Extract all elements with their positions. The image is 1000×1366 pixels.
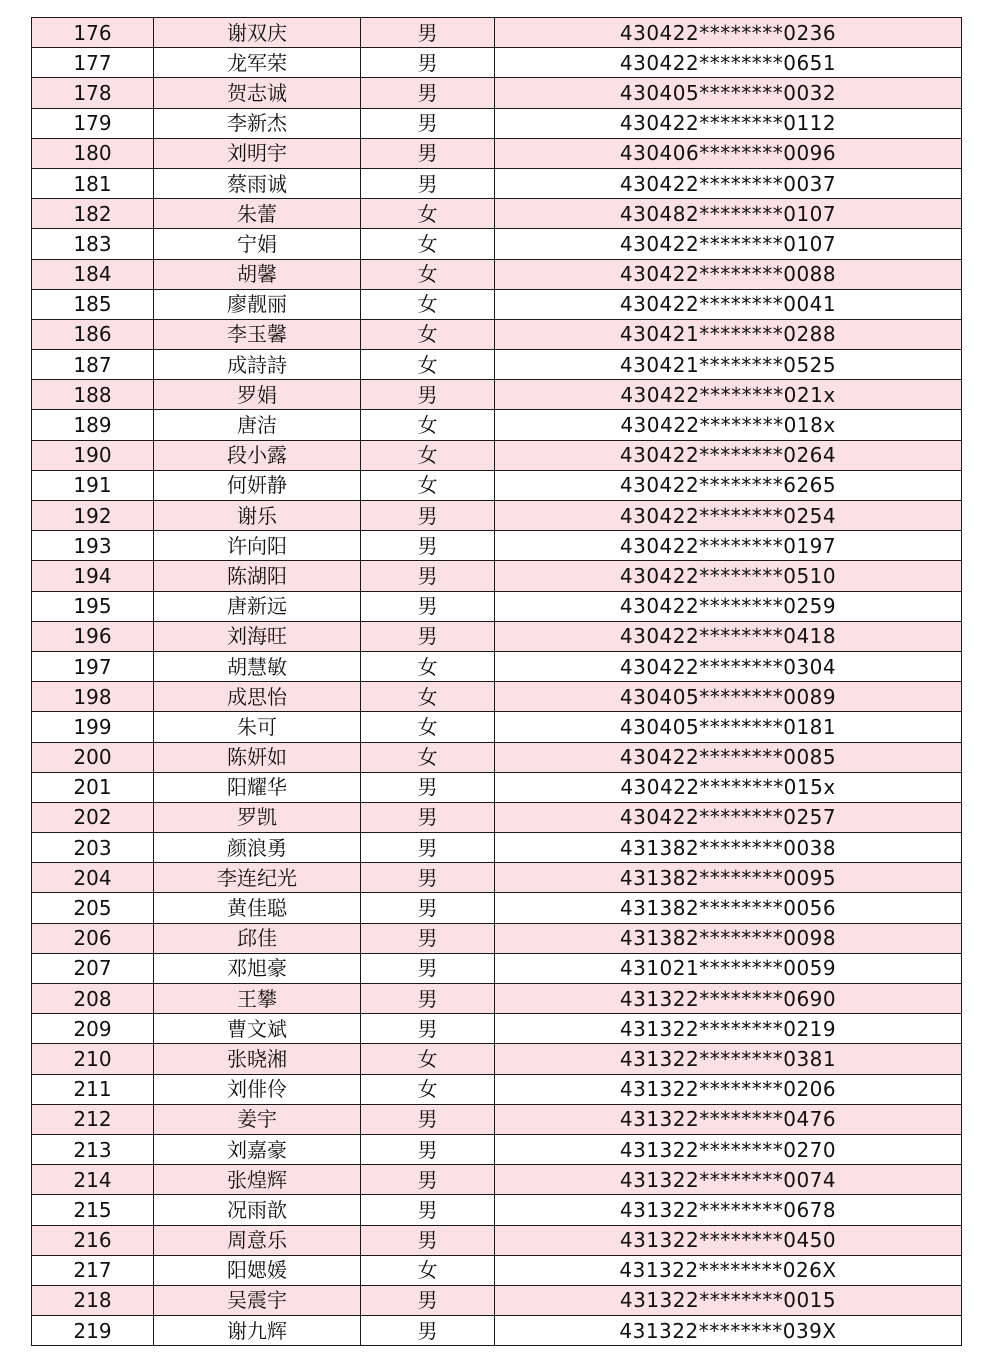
cell-gender: 女	[361, 440, 495, 470]
cell-gender: 男	[361, 772, 495, 802]
cell-id-number: 430422********0085	[495, 742, 962, 772]
cell-number: 211	[32, 1074, 154, 1104]
cell-number: 206	[32, 923, 154, 953]
cell-name: 况雨歆	[154, 1195, 361, 1225]
cell-name: 胡慧敏	[154, 651, 361, 681]
table-row	[32, 742, 962, 772]
cell-id-number: 430422********0236	[495, 18, 962, 48]
table-row	[32, 18, 962, 48]
cell-gender: 女	[361, 712, 495, 742]
cell-number: 197	[32, 651, 154, 681]
cell-gender: 女	[361, 229, 495, 259]
cell-number: 205	[32, 893, 154, 923]
table-row	[32, 531, 962, 561]
cell-number: 203	[32, 833, 154, 863]
cell-name: 阳耀华	[154, 772, 361, 802]
cell-gender: 男	[361, 108, 495, 138]
cell-gender: 男	[361, 561, 495, 591]
cell-id-number: 430482********0107	[495, 199, 962, 229]
cell-name: 邱佳	[154, 923, 361, 953]
cell-number: 210	[32, 1044, 154, 1074]
cell-id-number: 430421********0288	[495, 319, 962, 349]
cell-name: 朱可	[154, 712, 361, 742]
table-row	[32, 259, 962, 289]
cell-gender: 女	[361, 1074, 495, 1104]
cell-gender: 男	[361, 380, 495, 410]
cell-id-number: 430422********0257	[495, 802, 962, 832]
cell-gender: 女	[361, 470, 495, 500]
cell-name: 成思怡	[154, 682, 361, 712]
cell-number: 182	[32, 199, 154, 229]
cell-gender: 男	[361, 1285, 495, 1315]
cell-name: 龙军荣	[154, 48, 361, 78]
cell-number: 195	[32, 591, 154, 621]
cell-name: 刘明宇	[154, 138, 361, 168]
cell-id-number: 431382********0098	[495, 923, 962, 953]
cell-id-number: 430422********0264	[495, 440, 962, 470]
cell-number: 191	[32, 470, 154, 500]
table-row	[32, 138, 962, 168]
roster-table	[31, 17, 962, 1346]
cell-gender: 男	[361, 18, 495, 48]
cell-name: 曹文斌	[154, 1014, 361, 1044]
cell-gender: 男	[361, 923, 495, 953]
cell-number: 204	[32, 863, 154, 893]
cell-gender: 男	[361, 621, 495, 651]
cell-number: 219	[32, 1316, 154, 1346]
cell-number: 176	[32, 18, 154, 48]
cell-number: 183	[32, 229, 154, 259]
cell-number: 189	[32, 410, 154, 440]
cell-gender: 男	[361, 863, 495, 893]
cell-gender: 女	[361, 350, 495, 380]
cell-name: 李玉馨	[154, 319, 361, 349]
cell-gender: 男	[361, 1134, 495, 1164]
cell-id-number: 430405********0181	[495, 712, 962, 742]
cell-gender: 女	[361, 259, 495, 289]
cell-gender: 女	[361, 289, 495, 319]
cell-id-number: 431322********0450	[495, 1225, 962, 1255]
cell-gender: 女	[361, 682, 495, 712]
cell-id-number: 430405********0089	[495, 682, 962, 712]
cell-id-number: 431322********0074	[495, 1165, 962, 1195]
table-row	[32, 501, 962, 531]
table-row	[32, 48, 962, 78]
cell-number: 198	[32, 682, 154, 712]
cell-number: 202	[32, 802, 154, 832]
cell-number: 188	[32, 380, 154, 410]
cell-id-number: 431322********0381	[495, 1044, 962, 1074]
cell-name: 黄佳聪	[154, 893, 361, 923]
cell-number: 184	[32, 259, 154, 289]
cell-number: 218	[32, 1285, 154, 1315]
table-row	[32, 772, 962, 802]
cell-name: 成詩詩	[154, 350, 361, 380]
cell-id-number: 430422********018x	[495, 410, 962, 440]
table-row	[32, 863, 962, 893]
table-row	[32, 1134, 962, 1164]
table-row	[32, 470, 962, 500]
cell-gender: 男	[361, 1225, 495, 1255]
cell-number: 192	[32, 501, 154, 531]
table-row	[32, 651, 962, 681]
cell-id-number: 431322********0270	[495, 1134, 962, 1164]
table-row	[32, 682, 962, 712]
cell-gender: 男	[361, 893, 495, 923]
cell-id-number: 431382********0056	[495, 893, 962, 923]
cell-number: 217	[32, 1255, 154, 1285]
cell-gender: 男	[361, 1195, 495, 1225]
cell-name: 颜浪勇	[154, 833, 361, 863]
cell-name: 张晓湘	[154, 1044, 361, 1074]
cell-name: 谢九辉	[154, 1316, 361, 1346]
cell-number: 208	[32, 984, 154, 1014]
cell-id-number: 430421********0525	[495, 350, 962, 380]
cell-name: 阳媤媛	[154, 1255, 361, 1285]
cell-id-number: 431322********0206	[495, 1074, 962, 1104]
cell-number: 213	[32, 1134, 154, 1164]
cell-name: 朱蕾	[154, 199, 361, 229]
cell-name: 罗凯	[154, 802, 361, 832]
cell-name: 刘俳伶	[154, 1074, 361, 1104]
cell-gender: 女	[361, 651, 495, 681]
cell-id-number: 431322********026X	[495, 1255, 962, 1285]
cell-number: 215	[32, 1195, 154, 1225]
table-row	[32, 1195, 962, 1225]
cell-gender: 女	[361, 199, 495, 229]
table-row	[32, 1104, 962, 1134]
table-row	[32, 319, 962, 349]
cell-gender: 女	[361, 1044, 495, 1074]
cell-id-number: 430422********021x	[495, 380, 962, 410]
cell-name: 段小露	[154, 440, 361, 470]
cell-name: 唐新远	[154, 591, 361, 621]
cell-name: 何妍静	[154, 470, 361, 500]
cell-gender: 男	[361, 802, 495, 832]
cell-id-number: 431322********039X	[495, 1316, 962, 1346]
table-row	[32, 410, 962, 440]
cell-gender: 男	[361, 1165, 495, 1195]
cell-gender: 男	[361, 168, 495, 198]
cell-id-number: 430422********0037	[495, 168, 962, 198]
table-row	[32, 350, 962, 380]
cell-id-number: 430422********0112	[495, 108, 962, 138]
cell-number: 199	[32, 712, 154, 742]
cell-gender: 男	[361, 1014, 495, 1044]
cell-id-number: 430422********0107	[495, 229, 962, 259]
table-row	[32, 1285, 962, 1315]
cell-name: 唐洁	[154, 410, 361, 440]
cell-name: 吴震宇	[154, 1285, 361, 1315]
cell-id-number: 431322********0015	[495, 1285, 962, 1315]
cell-name: 贺志诚	[154, 78, 361, 108]
table-row	[32, 984, 962, 1014]
cell-name: 谢乐	[154, 501, 361, 531]
cell-id-number: 431322********0219	[495, 1014, 962, 1044]
cell-gender: 女	[361, 319, 495, 349]
cell-name: 王攀	[154, 984, 361, 1014]
cell-id-number: 431382********0095	[495, 863, 962, 893]
cell-number: 212	[32, 1104, 154, 1134]
table-row	[32, 168, 962, 198]
cell-name: 廖靓丽	[154, 289, 361, 319]
cell-number: 186	[32, 319, 154, 349]
cell-number: 190	[32, 440, 154, 470]
cell-gender: 男	[361, 833, 495, 863]
cell-name: 许向阳	[154, 531, 361, 561]
cell-number: 185	[32, 289, 154, 319]
cell-id-number: 430422********0254	[495, 501, 962, 531]
table-row	[32, 621, 962, 651]
cell-gender: 女	[361, 742, 495, 772]
cell-name: 邓旭豪	[154, 953, 361, 983]
table-row	[32, 833, 962, 863]
cell-name: 李新杰	[154, 108, 361, 138]
cell-id-number: 430422********015x	[495, 772, 962, 802]
cell-name: 胡馨	[154, 259, 361, 289]
cell-gender: 男	[361, 48, 495, 78]
cell-gender: 男	[361, 531, 495, 561]
cell-id-number: 430405********0032	[495, 78, 962, 108]
table-row	[32, 440, 962, 470]
cell-number: 209	[32, 1014, 154, 1044]
table-row	[32, 802, 962, 832]
table-row	[32, 712, 962, 742]
cell-number: 179	[32, 108, 154, 138]
cell-gender: 男	[361, 953, 495, 983]
cell-id-number: 430422********6265	[495, 470, 962, 500]
cell-number: 216	[32, 1225, 154, 1255]
cell-name: 罗娟	[154, 380, 361, 410]
table-row	[32, 199, 962, 229]
cell-id-number: 430422********0259	[495, 591, 962, 621]
cell-number: 207	[32, 953, 154, 983]
table-row	[32, 229, 962, 259]
cell-id-number: 431382********0038	[495, 833, 962, 863]
table-row	[32, 591, 962, 621]
roster-body	[32, 18, 962, 1346]
cell-name: 陈妍如	[154, 742, 361, 772]
cell-number: 201	[32, 772, 154, 802]
table-row	[32, 1044, 962, 1074]
cell-name: 姜宇	[154, 1104, 361, 1134]
cell-gender: 男	[361, 1104, 495, 1134]
cell-id-number: 430422********0510	[495, 561, 962, 591]
cell-id-number: 430406********0096	[495, 138, 962, 168]
table-row	[32, 78, 962, 108]
cell-name: 刘海旺	[154, 621, 361, 651]
cell-id-number: 430422********0041	[495, 289, 962, 319]
cell-name: 周意乐	[154, 1225, 361, 1255]
cell-name: 宁娟	[154, 229, 361, 259]
table-row	[32, 953, 962, 983]
cell-gender: 男	[361, 78, 495, 108]
cell-number: 187	[32, 350, 154, 380]
cell-name: 张煌辉	[154, 1165, 361, 1195]
cell-gender: 男	[361, 1316, 495, 1346]
table-row	[32, 108, 962, 138]
cell-name: 蔡雨诚	[154, 168, 361, 198]
cell-id-number: 430422********0418	[495, 621, 962, 651]
cell-number: 214	[32, 1165, 154, 1195]
cell-id-number: 431322********0690	[495, 984, 962, 1014]
cell-number: 200	[32, 742, 154, 772]
cell-gender: 男	[361, 591, 495, 621]
table-row	[32, 1255, 962, 1285]
cell-id-number: 431322********0678	[495, 1195, 962, 1225]
cell-number: 193	[32, 531, 154, 561]
table-row	[32, 1014, 962, 1044]
table-row	[32, 1225, 962, 1255]
cell-number: 177	[32, 48, 154, 78]
cell-id-number: 430422********0197	[495, 531, 962, 561]
cell-gender: 男	[361, 138, 495, 168]
table-row	[32, 1074, 962, 1104]
table-row	[32, 561, 962, 591]
cell-name: 李连纪光	[154, 863, 361, 893]
cell-gender: 男	[361, 501, 495, 531]
cell-number: 194	[32, 561, 154, 591]
cell-gender: 男	[361, 984, 495, 1014]
table-row	[32, 893, 962, 923]
cell-gender: 女	[361, 1255, 495, 1285]
cell-id-number: 430422********0088	[495, 259, 962, 289]
cell-name: 陈湖阳	[154, 561, 361, 591]
cell-number: 181	[32, 168, 154, 198]
table-row	[32, 380, 962, 410]
table-row	[32, 1316, 962, 1346]
cell-number: 180	[32, 138, 154, 168]
table-row	[32, 1165, 962, 1195]
table-row	[32, 923, 962, 953]
cell-id-number: 431021********0059	[495, 953, 962, 983]
cell-name: 刘嘉豪	[154, 1134, 361, 1164]
cell-id-number: 431322********0476	[495, 1104, 962, 1134]
cell-id-number: 430422********0304	[495, 651, 962, 681]
table-row	[32, 289, 962, 319]
cell-number: 178	[32, 78, 154, 108]
cell-name: 谢双庆	[154, 18, 361, 48]
cell-gender: 女	[361, 410, 495, 440]
cell-id-number: 430422********0651	[495, 48, 962, 78]
cell-number: 196	[32, 621, 154, 651]
